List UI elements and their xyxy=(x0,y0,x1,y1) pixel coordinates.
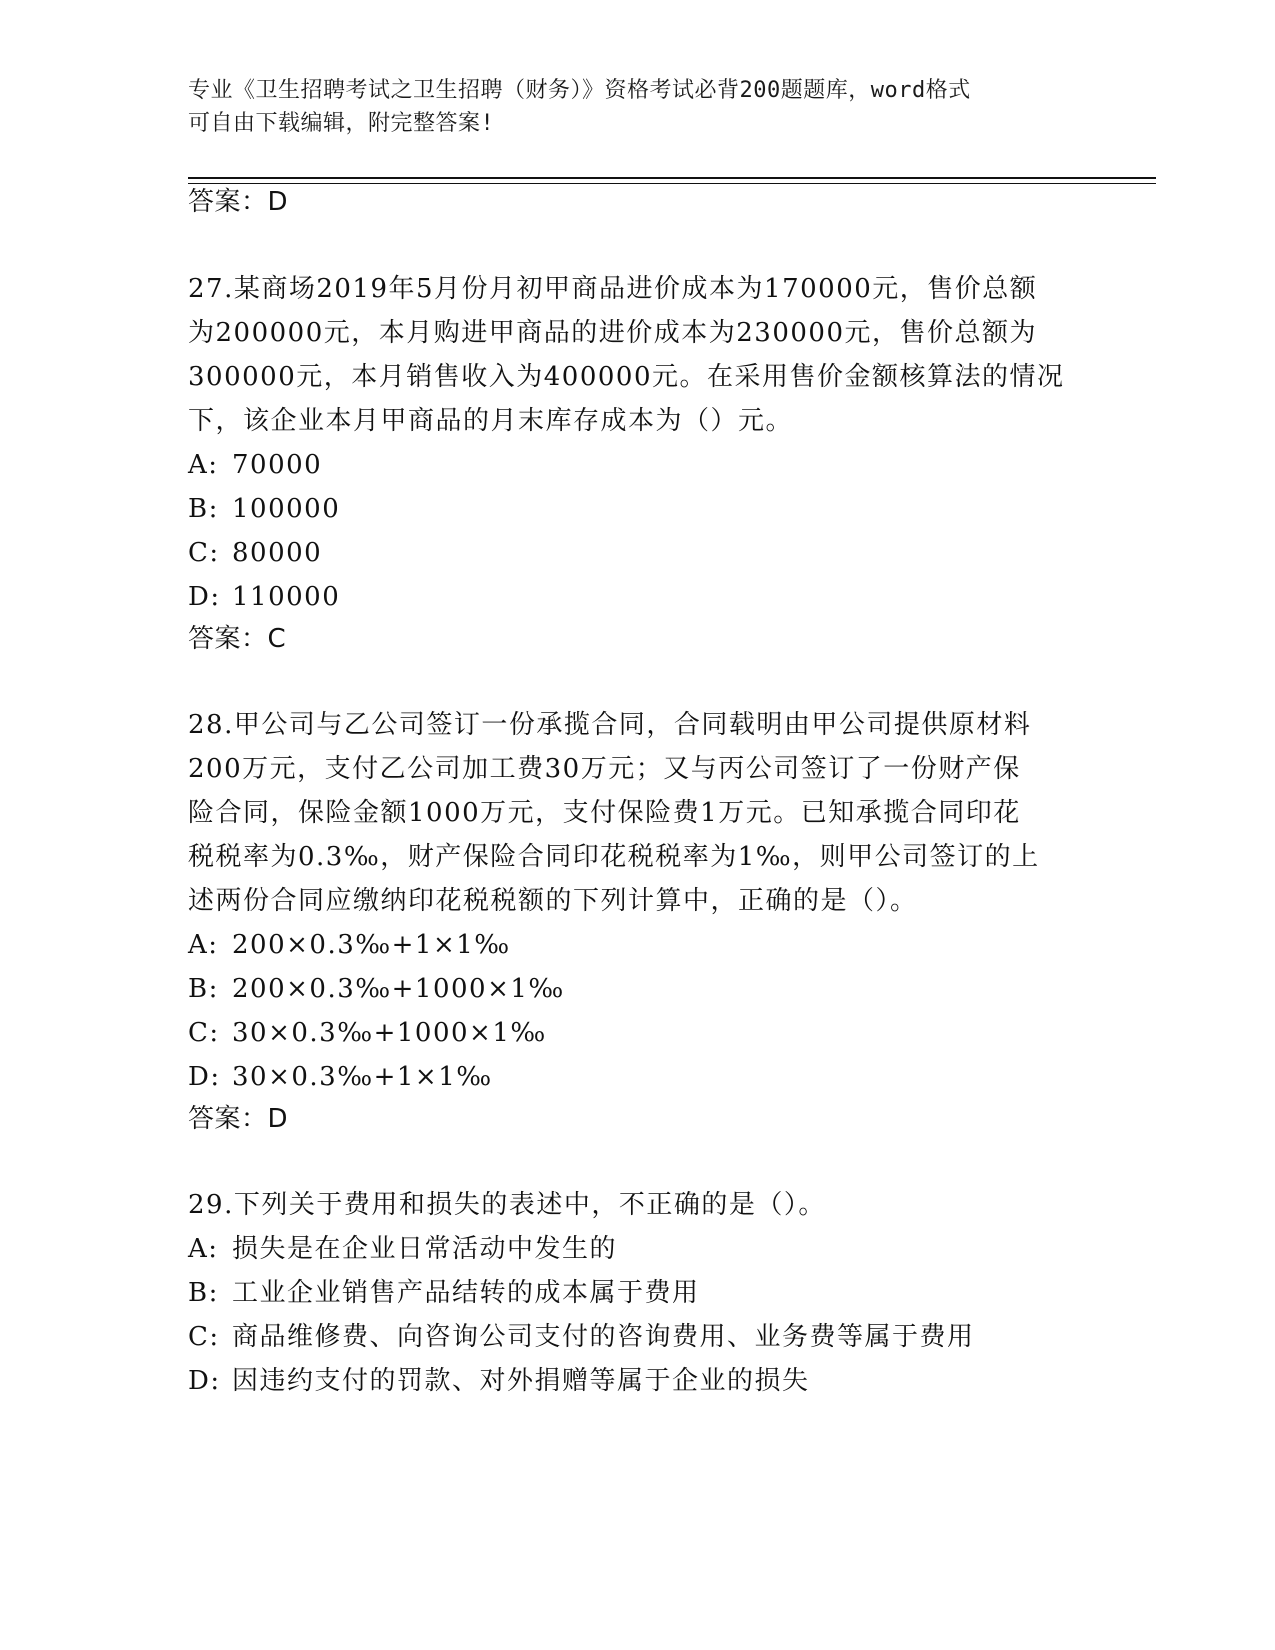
question-27-line-1: 27.某商场2019年5月份月初甲商品进价成本为170000元，售价总额 xyxy=(188,274,1038,304)
header-line-2: 可自由下载编辑，附完整答案! xyxy=(188,111,495,136)
option-letter: A: xyxy=(188,450,219,480)
question-28-option-d xyxy=(188,1060,493,1094)
option-letter: C: xyxy=(188,1018,220,1048)
option-text: 因违约支付的罚款、对外捐赠等属于企业的损失 xyxy=(232,1366,810,1396)
question-28-line-1: 28.甲公司与乙公司签订一份承揽合同，合同载明由甲公司提供原材料 xyxy=(188,710,1032,740)
question-28-line-3: 险合同，保险金额1000万元，支付保险费1万元。已知承揽合同印花 xyxy=(188,798,1021,828)
document-header xyxy=(188,74,1088,140)
question-28-line-2: 200万元，支付乙公司加工费30万元；又与丙公司签订了一份财产保 xyxy=(188,754,1021,784)
option-text: 110000 xyxy=(232,582,341,612)
option-letter: A: xyxy=(188,930,219,960)
option-text: 工业企业销售产品结转的成本属于费用 xyxy=(232,1278,700,1308)
question-27-option-a xyxy=(188,448,322,482)
option-letter: B: xyxy=(188,974,219,1004)
question-29-option-a xyxy=(188,1232,617,1266)
option-text: 200×0.3‰+1×1‰ xyxy=(232,930,511,960)
question-28-line-4: 税税率为0.3‰，财产保险合同印花税税率为1‰，则甲公司签订的上 xyxy=(188,842,1040,872)
option-letter: C: xyxy=(188,1322,220,1352)
header-divider-thick xyxy=(188,177,1156,179)
question-27-option-c xyxy=(188,536,322,570)
question-27-line-4: 下，该企业本月甲商品的月末库存成本为（）元。 xyxy=(188,406,794,436)
question-29-line-1: 29.下列关于费用和损失的表述中，不正确的是（）。 xyxy=(188,1190,826,1220)
option-text: 损失是在企业日常活动中发生的 xyxy=(232,1234,618,1264)
question-27-option-b xyxy=(188,492,340,526)
question-28-option-b xyxy=(188,972,565,1006)
question-28-option-c xyxy=(188,1016,547,1050)
question-28-option-a xyxy=(188,928,511,962)
question-28-line-5: 述两份合同应缴纳印花税税额的下列计算中，正确的是（）。 xyxy=(188,886,918,916)
option-letter: D: xyxy=(188,1366,221,1396)
option-text: 100000 xyxy=(232,494,341,524)
question-29-option-d xyxy=(188,1364,810,1398)
option-text: 80000 xyxy=(232,538,323,568)
question-27-line-2: 为200000元，本月购进甲商品的进价成本为230000元，售价总额为 xyxy=(188,318,1038,348)
option-letter: A: xyxy=(188,1234,219,1264)
question-27-line-3: 300000元，本月销售收入为400000元。在采用售价金额核算法的情况 xyxy=(188,362,1065,392)
question-29-option-c xyxy=(188,1320,975,1354)
header-divider-thin xyxy=(188,183,1156,184)
option-text: 30×0.3‰+1000×1‰ xyxy=(232,1018,547,1048)
question-27-answer: 答案：C xyxy=(188,624,287,654)
header-line-1: 专业《卫生招聘考试之卫生招聘（财务）》资格考试必背200题题库，word格式 xyxy=(188,78,971,103)
option-letter: D: xyxy=(188,1062,221,1092)
option-letter: B: xyxy=(188,494,219,524)
question-27-option-d xyxy=(188,580,340,614)
option-letter: C: xyxy=(188,538,220,568)
option-text: 200×0.3‰+1000×1‰ xyxy=(232,974,565,1004)
option-text: 商品维修费、向咨询公司支付的咨询费用、业务费等属于费用 xyxy=(232,1322,975,1352)
option-text: 70000 xyxy=(232,450,323,480)
option-letter: B: xyxy=(188,1278,219,1308)
option-letter: D: xyxy=(188,582,221,612)
option-text: 30×0.3‰+1×1‰ xyxy=(232,1062,493,1092)
question-28-answer: 答案：D xyxy=(188,1104,289,1134)
answer-line: 答案：D xyxy=(188,187,289,217)
question-29-option-b xyxy=(188,1276,700,1310)
